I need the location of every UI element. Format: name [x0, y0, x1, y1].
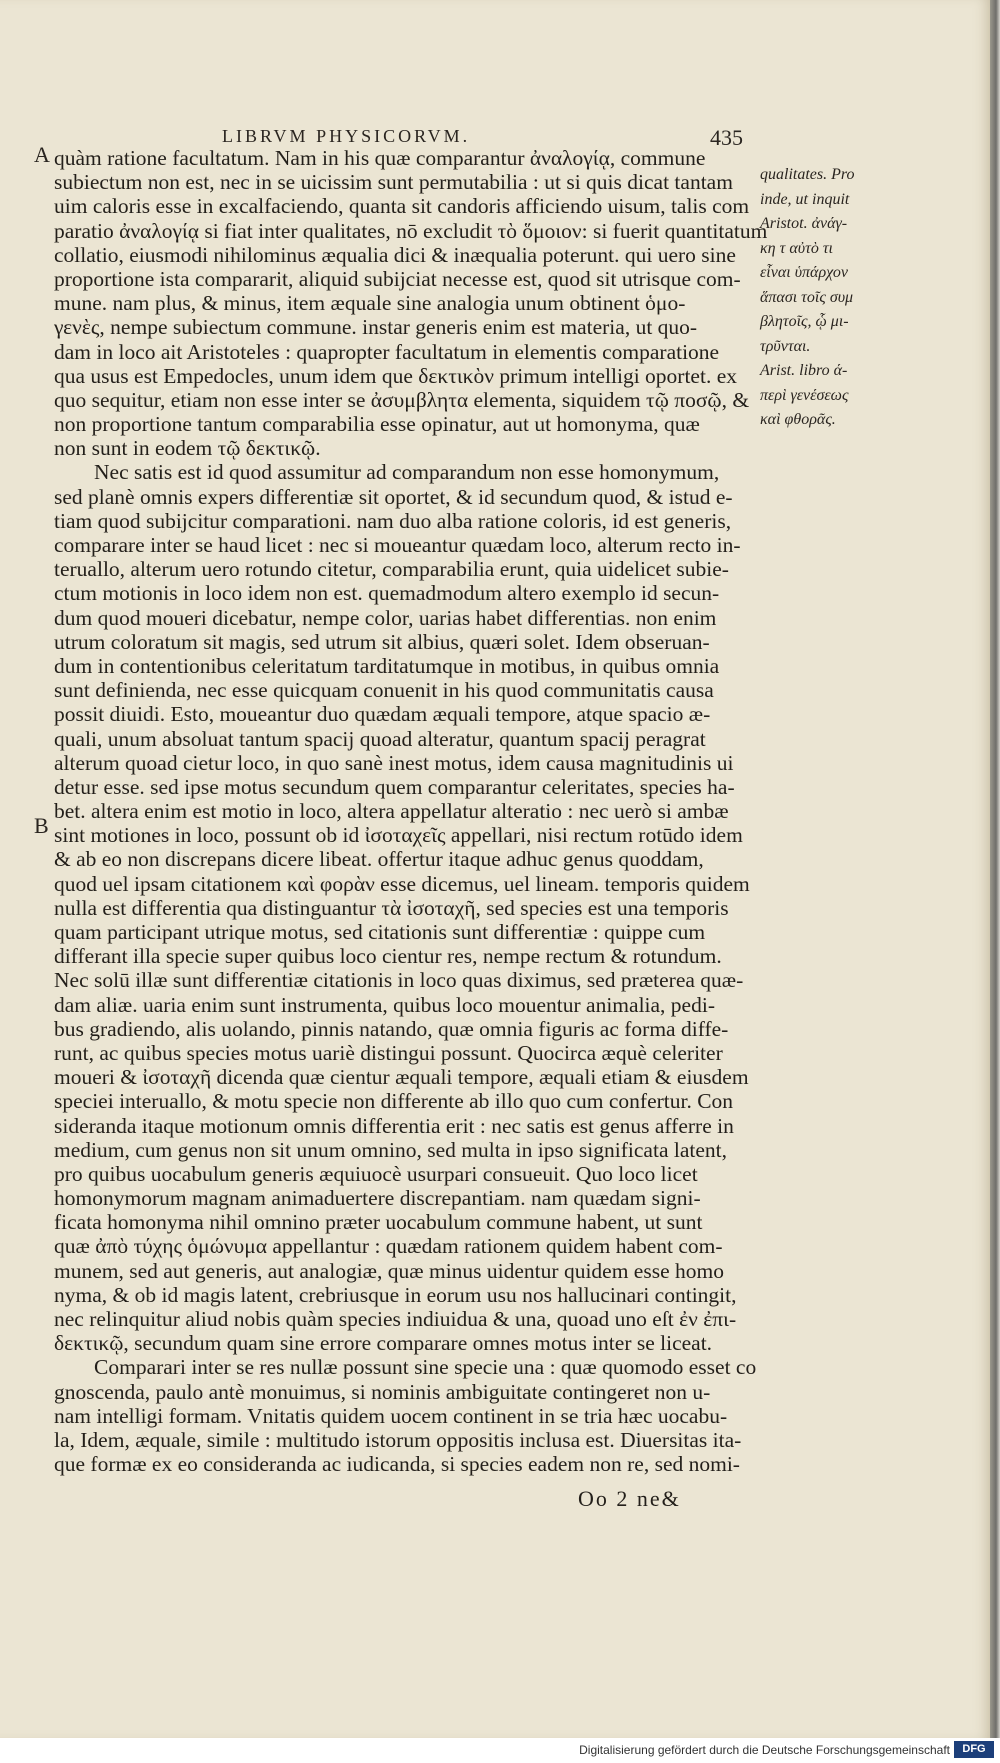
text-line: differant illa specie super quibus loco cientur res, nempe rectum & rotundum.: [54, 944, 722, 969]
margin-note-line: εἶναι ὑπάρχον: [760, 264, 848, 281]
footer-credit: Digitalisierung gefördert durch die Deutsche Forschungsgemeinschaft: [579, 1743, 950, 1757]
text-line: nec relinquitur aliud nobis quàm species indiuidua & una, quoad uno eſt ἐν ἐπι-: [54, 1307, 737, 1331]
section-marker-b: B: [34, 813, 49, 838]
section-marker-a: A: [34, 142, 50, 167]
text-line: dam aliæ. uaria enim sunt instrumenta, quibus loco mouentur animalia, pedi-: [54, 992, 715, 1017]
text-line: dum in contentionibus celeritatum tarditatumque in motibus, in quibus omnia: [54, 653, 720, 678]
text-line: munem, sed aut generis, aut analogiæ, quæ minus uidentur quidem esse homo: [54, 1258, 724, 1283]
text-line: sed planè omnis expers differentiæ sit oportet, & id secundum quod, & istud e-: [54, 484, 733, 509]
text-line: dum quod moueri dicebatur, nempe color, uarias habet differentias. non enim: [54, 605, 717, 630]
text-line: tiam quod subijcitur comparationi. nam duo alba ratione coloris, id est generis,: [54, 508, 732, 533]
text-line: comparare inter se haud licet : nec si moueantur quædam loco, alterum recto in-: [54, 533, 741, 557]
margin-note-line: inde, ut inquit: [760, 190, 850, 208]
text-line: sideranda itaque motionum omnis differentia erit : nec satis est genus afferre in: [54, 1113, 734, 1138]
text-line: speciei interuallo, & motu specie non differente ab illo quo cum confertur. Con: [54, 1089, 734, 1114]
text-line: nyma, & ob id magis latent, crebriusque in eorum usu nos hallucinari contingit,: [54, 1282, 737, 1307]
text-line: ficata homonyma nihil omnino præter uocabulum commune habent, ut sunt: [54, 1210, 703, 1235]
margin-note-line: περὶ γενέσεως: [760, 386, 849, 404]
text-line: possit diuidi. Esto, moueantur duo quædam æquali tempore, atque spacio æ-: [54, 702, 711, 727]
text-line: ctum motionis in loco idem non est. quemadmodum altero exemplo id secun-: [54, 581, 720, 606]
margin-note-line: κη τ αὐτὸ τι: [760, 239, 833, 257]
text-line: Nec satis est id quod assumitur ad comparandum non esse homonymum,: [94, 460, 720, 485]
text-line: proportione ista compararit, aliquid subijciat necesse est, quod sit utrisque com-: [54, 266, 741, 291]
text-line: Nec solū illæ sunt differentiæ citationis in loco quas diximus, sed præterea quæ-: [54, 968, 744, 993]
text-line: nam intelligi formam. Vnitatis quidem uocem continent in se tria hæc uocabu-: [54, 1403, 728, 1428]
margin-note-line: καὶ φθορᾶς.: [760, 411, 836, 428]
text-line: medium, cum genus non sit unum omnino, sed multa in ipso significata latent,: [54, 1137, 727, 1162]
text-line: nulla est differentia qua distinguantur τὰ ἰσοταχῆ, sed species est una temporis: [54, 895, 729, 920]
text-line: gnoscenda, paulo antè monuimus, si nominis ambiguitate contingeret non u-: [54, 1379, 711, 1404]
text-line: mune. nam plus, & minus, item æquale sine analogia unum obtinent ὁμο-: [54, 291, 686, 316]
text-line: quali, unum absoluat tantum spacij quoad alteratur, quantum spacij peragrat: [54, 726, 706, 751]
text-line: quo sequitur, etiam non esse inter se ἀσυμβλητα elementa, siquidem τῷ ποσῷ, &: [54, 387, 750, 412]
text-line: moueri & ἰσοταχῆ dicenda quæ cientur æquali tempore, æquali etiam & eiusdem: [54, 1065, 749, 1090]
text-line: sunt definienda, nec esse quicquam conuenit in his quod communitatis causa: [54, 678, 714, 703]
text-line: qua usus est Empedocles, unum idem que δεκτικὸν primum intelligi oportet. ex: [54, 363, 737, 388]
text-line: non proportione tantum comparabilia esse opinatur, aut ut homonyma, quæ: [54, 412, 700, 437]
margin-note-line: ἅπασι τοῖς συμ: [760, 288, 854, 306]
margin-note-line: Arist. libro ά-: [760, 362, 848, 379]
text-line: dam in loco ait Aristoteles : quapropter facultatum in elementis comparatione: [54, 339, 720, 364]
footer-bar: [0, 1738, 1000, 1763]
text-line: sint motiones in loco, possunt ob id ἰσοταχεῖς appellari, nisi rectum rotūdo idem: [54, 823, 743, 848]
text-line: quam participant utrique motus, sed citationis sunt differentiæ : quippe cum: [54, 920, 706, 944]
margin-notes: [760, 163, 886, 433]
text-line: & ab eo non discrepans dicere libeat. offertur itaque adhuc genus quoddam,: [54, 847, 704, 872]
text-line: quàm ratione facultatum. Nam in his quæ comparantur ἀναλογίᾳ, commune: [54, 146, 706, 170]
text-line: quod uel ipsam citationem καὶ φορὰν esse dicemus, uel lineam. temporis quidem: [54, 871, 750, 896]
text-line: utrum coloratum sit magis, sed utrum sit albius, quæri solet. Idem obseruan-: [54, 629, 710, 654]
text-line: collatio, eiusmodi nihilominus æqualia dici & inæqualia poterunt. qui uero sine: [54, 242, 736, 267]
text-line: paratio ἀναλογίᾳ si fiat inter qualitates, nō excludit τὸ ὅμοιον: si fuerit quantitatum: [54, 218, 768, 243]
text-line: la, Idem, æquale, simile : multitudo istorum oppositis inclusa est. Diuersitas ita-: [54, 1427, 742, 1452]
text-line: teruallo, alterum uero rotundo citetur, comparabilia erunt, quia uidelicet subie-: [54, 557, 729, 582]
text-line: non sunt in eodem τῷ δεκτικῷ.: [54, 436, 321, 461]
text-line: δεκτικῷ, secundum quam sine errore comparare omnes motus inter se liceat.: [54, 1331, 713, 1356]
text-line: γενὲς, nempe subiectum commune. instar generis enim est materia, ut quo-: [54, 315, 698, 340]
margin-note-line: τρῦνται.: [760, 337, 811, 355]
margin-note-line: Aristot. ἀνάγ-: [760, 215, 848, 232]
page-edge: [990, 0, 1000, 1738]
text-line: homonymorum magnam animaduertere discrepantiam. nam quædam signi-: [54, 1186, 701, 1211]
text-line: quæ ἀπὸ τύχης ὁμώνυμα appellantur : quædam rationem quidem habent com-: [54, 1234, 723, 1259]
main-text-block: [54, 146, 768, 1477]
margin-note-line: qualitates. Pro: [760, 166, 855, 183]
text-line: que formæ ex eo consideranda ac iudicanda, si species eadem non re, sed nomi-: [54, 1452, 740, 1477]
catchword: Oo 2 ne&: [578, 1486, 681, 1511]
text-line: Comparari inter se res nullæ possunt sine specie una : quæ quomodo esset co: [94, 1355, 757, 1380]
text-line: uim caloris esse in excalfaciendo, quanta sit candoris afficiendo uisum, talis com: [54, 194, 750, 219]
dfg-logo: DFG: [954, 1741, 994, 1758]
text-line: pro quibus uocabulum generis æquiuocè usurpari consueuit. Quo loco licet: [54, 1161, 698, 1186]
text-line: subiectum non est, nec in se uicissim sunt permutabilia : ut si quis dicat tantam: [54, 170, 733, 195]
running-header: LIBRVM PHYSICORVM.: [222, 126, 471, 146]
page-number: 435: [710, 125, 743, 150]
margin-note-line: βλητοῖς, ᾧ μι-: [760, 313, 849, 330]
text-line: bet. altera enim est motio in loco, altera appellatur alteratio : nec uerò si ambæ: [54, 799, 729, 824]
text-line: alterum quoad cietur loco, in quo sanè inest motus, idem causa magnitudinis ui: [54, 750, 734, 775]
text-line: detur esse. sed ipse motus secundum quem comparantur celeritates, species ha-: [54, 774, 735, 799]
text-line: runt, ac quibus species motus uariè distingui possunt. Quocirca æquè celeriter: [54, 1040, 723, 1065]
text-line: bus gradiendo, alis uolando, pinnis natando, quæ omnia figuris ac forma diffe-: [54, 1016, 729, 1041]
